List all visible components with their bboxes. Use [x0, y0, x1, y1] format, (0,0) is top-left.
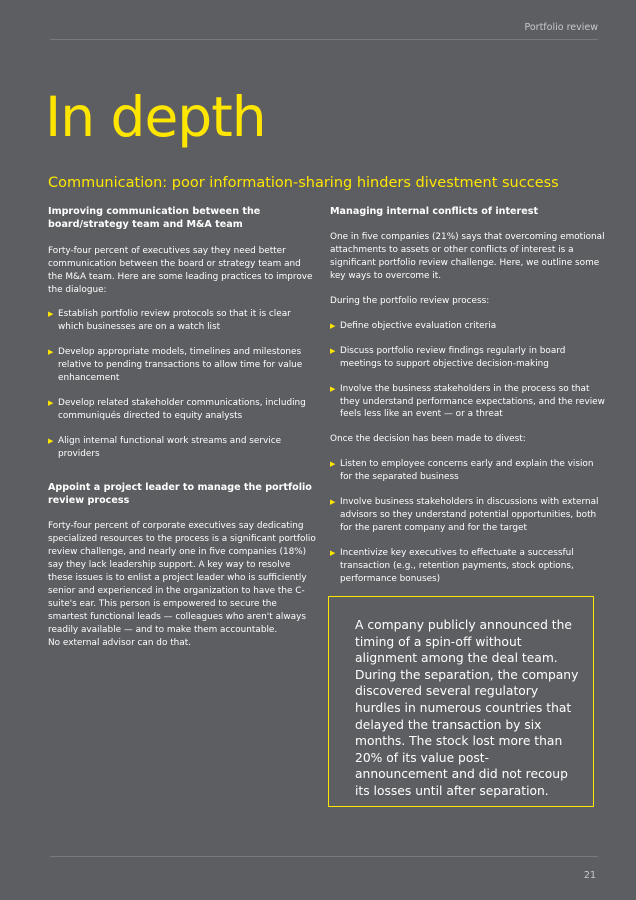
bullet-list	[330, 458, 605, 585]
right-column	[330, 205, 605, 598]
list-item: ▶ Incentivize key executives to effectuate a successful transaction (e.g., retention payments, stock options, performance bonuses)	[330, 547, 574, 584]
list-item: ▶ Develop related stakeholder communications, including communiqués directed to equity analysts	[48, 397, 306, 421]
bullet-arrow-icon: ▶	[48, 310, 54, 319]
bullet-list	[330, 320, 605, 421]
list-item: ▶ Define objective evaluation criteria	[330, 320, 497, 331]
left-column	[48, 205, 316, 661]
section-heading-conflicts: Managing internal conflicts of interest	[330, 206, 539, 217]
bullet-arrow-icon: ▶	[48, 436, 54, 445]
bullet-arrow-icon: ▶	[330, 346, 336, 355]
list-item: ▶ Align internal functional work streams and service providers	[48, 435, 282, 459]
list-item: ▶ Discuss portfolio review findings regularly in board meetings to support objective decision-making	[330, 345, 566, 369]
list-item: ▶ Establish portfolio review protocols so that it is clear which businesses are on a watch list	[48, 309, 291, 333]
list-item: ▶ Involve the business stakeholders in the process so that they understand performance expectations, and the review feels less like an event — or a threat	[330, 383, 605, 420]
paragraph: Forty-four percent of executives say they need better communication between the board or strategy team and the M&A team. Here are some leading practices to improve the dialogue:	[48, 245, 313, 295]
list-item: ▶ Develop appropriate models, timelines and milestones relative to pending transactions to allow time for value enhancement	[48, 347, 303, 384]
bullet-arrow-icon: ▶	[330, 460, 336, 469]
footer-divider	[50, 856, 598, 857]
case-study-callout	[328, 596, 594, 807]
section-heading-communication: Improving communication between the board/strategy team and M&A team	[48, 206, 261, 231]
bullet-arrow-icon: ▶	[48, 348, 54, 357]
list-item: ▶ Listen to employee concerns early and explain the vision for the separated business	[330, 459, 594, 483]
callout-text: A company publicly announced the timing of a spin-off without alignment among the deal team. During the separation, the company discovered several regulatory hurdles in numerous countries that delayed the transaction by six months. The stock lost more than 20% of its value post-announcement and did not recoup its losses until after separation.	[355, 618, 579, 798]
bullet-arrow-icon: ▶	[330, 548, 336, 557]
bullet-arrow-icon: ▶	[330, 321, 336, 330]
section-heading-project-leader: Appoint a project leader to manage the portfolio review process	[48, 481, 312, 506]
page-title: In depth	[45, 85, 266, 149]
paragraph: Forty-four percent of corporate executives say dedicating specialized resources to the process is a significant portfolio review challenge, and nearly one in five companies (18%) say they lack leadership support. A key way to resolve these issues is to enlist a project leader who is sufficiently senior and experienced in the organization to have the C-suite's ear. This person is empowered to secure the smartest functional leads — colleagues who aren't always readily available — and to make them accountable.	[48, 521, 316, 635]
bullet-arrow-icon: ▶	[48, 398, 54, 407]
bullet-arrow-icon: ▶	[330, 384, 336, 393]
bullet-list	[48, 308, 316, 460]
page-number: 21	[583, 870, 596, 881]
paragraph: During the portfolio review process:	[330, 296, 490, 307]
paragraph: One in five companies (21%) says that overcoming emotional attachments to assets or other conflicts of interest is a significant portfolio review challenge. Here, we outline some key ways to overcome it.	[330, 232, 605, 282]
page-subtitle: Communication: poor information-sharing hinders divestment success	[48, 175, 559, 191]
page-header	[50, 19, 598, 40]
list-item: ▶ Involve business stakeholders in discussions with external advisors so they understand potential opportunities, both for the parent company and for the target	[330, 497, 599, 533]
bullet-arrow-icon: ▶	[330, 498, 336, 507]
section-label: Portfolio review	[524, 22, 598, 33]
paragraph: Once the decision has been made to divest:	[330, 434, 526, 445]
paragraph: No external advisor can do that.	[48, 637, 192, 648]
